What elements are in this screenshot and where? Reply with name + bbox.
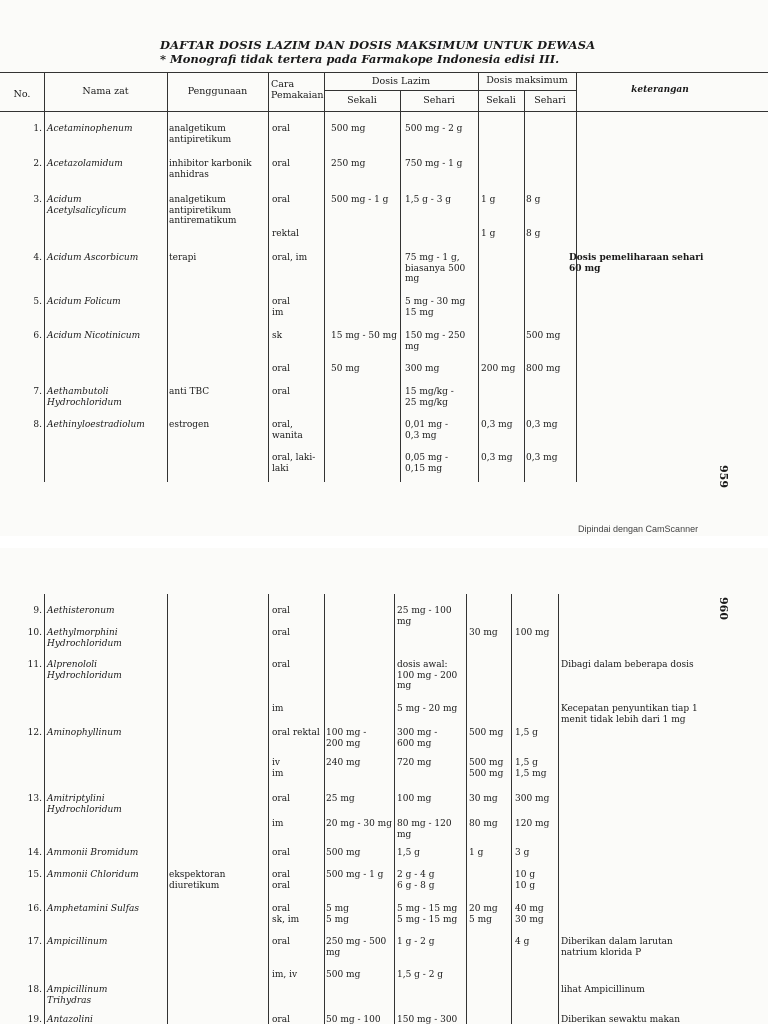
cell-cara: im, iv xyxy=(272,970,298,980)
cell-sehari: 1,5 g - 3 g xyxy=(405,195,452,205)
cell-max-sehari: 0,3 mg xyxy=(526,453,558,463)
cell-sehari: 2 g - 4 g 6 g - 8 g xyxy=(397,870,435,891)
cell-cara: oral, laki- laki xyxy=(272,453,316,474)
col-divider xyxy=(558,594,559,1024)
cell-max-sekali: 30 mg xyxy=(469,794,498,804)
cell-max-sehari: 8 g xyxy=(526,195,541,205)
cell-cara: im xyxy=(272,819,284,829)
cell-max-sehari: 4 g xyxy=(515,937,530,947)
cell-max-sehari: 40 mg 30 mg xyxy=(515,904,544,925)
col-divider xyxy=(324,72,325,482)
cell-no: 17. xyxy=(27,937,42,947)
cell-sekali: 250 mg xyxy=(331,159,366,169)
cell-no: 1. xyxy=(33,124,42,134)
table-top-rule xyxy=(0,72,768,73)
cell-nama: Amitriptylini Hydrochloridum xyxy=(47,794,122,815)
cell-cara: oral xyxy=(272,195,290,205)
cell-no: 7. xyxy=(33,387,42,397)
col-divider xyxy=(44,72,45,482)
cell-sekali: 500 mg xyxy=(326,970,361,980)
cell-no: 4. xyxy=(33,253,42,263)
cell-sehari: 300 mg - 600 mg xyxy=(397,728,438,749)
cell-guna: analgetikum antipiretikum antirematikum xyxy=(169,195,237,226)
cell-sehari: 150 mg - 250 mg xyxy=(405,331,466,352)
cell-ket: Diberikan dalam larutan natrium klorida P xyxy=(561,937,673,958)
cell-sehari: 1,5 g - 2 g xyxy=(397,970,444,980)
header-keterangan: keterangan xyxy=(631,85,689,95)
cell-no: 12. xyxy=(27,728,42,738)
cell-max-sehari: 3 g xyxy=(515,848,530,858)
cell-ket: Dosis pemeliharaan sehari 60 mg xyxy=(569,253,704,274)
cell-cara: oral xyxy=(272,794,290,804)
header-nama-zat: Nama zat xyxy=(82,86,129,97)
cell-no: 19. xyxy=(27,1015,42,1024)
cell-guna: terapi xyxy=(169,253,197,263)
cell-cara: oral xyxy=(272,1015,290,1024)
cell-cara: oral, im xyxy=(272,253,308,263)
cell-sekali: 20 mg - 30 mg xyxy=(326,819,392,829)
col-divider xyxy=(478,72,479,482)
col-divider xyxy=(400,90,401,482)
cell-cara: oral sk, im xyxy=(272,904,300,925)
cell-sehari: 750 mg - 1 g xyxy=(405,159,463,169)
cell-sehari: 100 mg xyxy=(397,794,432,804)
col-divider xyxy=(511,594,512,1024)
cell-nama: Acetazolamidum xyxy=(47,159,123,169)
cell-sehari: 150 mg - 300 xyxy=(397,1015,458,1024)
cell-max-sehari: 800 mg xyxy=(526,364,561,374)
cell-cara: oral xyxy=(272,606,290,616)
header-sekali: Sekali xyxy=(347,95,377,106)
header-no: No. xyxy=(13,89,31,100)
cell-cara: im xyxy=(272,704,284,714)
cell-sekali: 100 mg - 200 mg xyxy=(326,728,367,749)
cell-no: 13. xyxy=(27,794,42,804)
cell-cara: oral rektal xyxy=(272,728,320,738)
cell-max-sekali: 200 mg xyxy=(481,364,516,374)
col-divider xyxy=(394,594,395,1024)
cell-sehari: 0,01 mg - 0,3 mg xyxy=(405,420,449,441)
cell-nama: Aminophyllinum xyxy=(47,728,122,738)
cell-cara: rektal xyxy=(272,229,299,239)
cell-ket: Kecepatan penyuntikan tiap 1 menit tidak lebih dari 1 mg xyxy=(561,704,698,725)
cell-no: 6. xyxy=(33,331,42,341)
cell-guna: estrogen xyxy=(169,420,210,430)
cell-cara: oral xyxy=(272,124,290,134)
cell-nama: Ampicillinum Trihydras xyxy=(47,985,108,1006)
header-sehari-max: Sehari xyxy=(534,95,566,106)
cell-sekali: 250 mg - 500 mg xyxy=(326,937,387,958)
cell-nama: Acetaminophenum xyxy=(47,124,133,134)
cell-sehari: dosis awal: 100 mg - 200 mg xyxy=(397,660,458,691)
cell-no: 9. xyxy=(33,606,42,616)
header-penggunaan: Penggunaan xyxy=(187,86,248,97)
cell-nama: Amphetamini Sulfas xyxy=(47,904,140,914)
cell-no: 15. xyxy=(27,870,42,880)
cell-max-sekali: 80 mg xyxy=(469,819,498,829)
cell-max-sekali: 1 g xyxy=(469,848,484,858)
cell-max-sehari: 1,5 g xyxy=(515,728,538,738)
col-divider xyxy=(524,90,525,482)
header-sehari: Sehari xyxy=(423,95,455,106)
cell-cara: oral xyxy=(272,660,290,670)
col-divider xyxy=(167,72,168,482)
header-subrule xyxy=(324,90,576,91)
cell-max-sekali: 30 mg xyxy=(469,628,498,638)
cell-max-sekali: 500 mg 500 mg xyxy=(469,758,504,779)
cell-cara: oral oral xyxy=(272,870,290,891)
cell-max-sekali: 0,3 mg xyxy=(481,420,513,430)
cell-sehari: 1 g - 2 g xyxy=(397,937,435,947)
col-divider xyxy=(44,594,45,1024)
cell-sehari: 5 mg - 15 mg 5 mg - 15 mg xyxy=(397,904,458,925)
cell-sehari: 5 mg - 20 mg xyxy=(397,704,458,714)
cell-sehari: 0,05 mg - 0,15 mg xyxy=(405,453,449,474)
cell-nama: Aethylmorphini Hydrochloridum xyxy=(47,628,122,649)
cell-cara: oral xyxy=(272,364,290,374)
col-divider xyxy=(324,594,325,1024)
cell-sehari: 1,5 g xyxy=(397,848,420,858)
cell-max-sekali: 20 mg 5 mg xyxy=(469,904,498,925)
header-dosis-maksimum: Dosis maksimum xyxy=(486,75,568,86)
cell-sekali: 500 mg - 1 g xyxy=(326,870,384,880)
cell-guna: analgetikum antipiretikum xyxy=(169,124,232,145)
cell-max-sekali: 1 g xyxy=(481,229,496,239)
cell-cara: oral xyxy=(272,628,290,638)
cell-cara: oral im xyxy=(272,297,290,318)
cell-no: 5. xyxy=(33,297,42,307)
cell-guna: inhibitor karbonik anhidras xyxy=(169,159,252,180)
cell-sekali: 15 mg - 50 mg xyxy=(331,331,397,341)
cell-nama: Acidum Acetylsalicylicum xyxy=(47,195,127,216)
cell-guna: ekspektoran diuretikum xyxy=(169,870,226,891)
page-gap xyxy=(0,536,768,548)
cell-nama: Antazolini xyxy=(47,1015,93,1024)
col-divider xyxy=(167,594,168,1024)
cell-sekali: 500 mg xyxy=(326,848,361,858)
cell-max-sehari: 500 mg xyxy=(526,331,561,341)
cell-ket: Diberikan sewaktu makan xyxy=(561,1015,681,1024)
cell-sehari: 15 mg/kg - 25 mg/kg xyxy=(405,387,454,408)
cell-sehari: 25 mg - 100 mg xyxy=(397,606,452,627)
page-number: 960 xyxy=(716,597,730,620)
cell-sehari: 500 mg - 2 g xyxy=(405,124,463,134)
cell-nama: Aethinyloestradiolum xyxy=(47,420,145,430)
cell-sekali: 50 mg - 100 xyxy=(326,1015,381,1024)
cell-max-sekali: 1 g xyxy=(481,195,496,205)
cell-nama: Ammonii Chloridum xyxy=(47,870,139,880)
cell-max-sehari: 8 g xyxy=(526,229,541,239)
cell-sekali: 25 mg xyxy=(326,794,355,804)
cell-cara: oral, wanita xyxy=(272,420,303,441)
cell-sehari: 720 mg xyxy=(397,758,432,768)
col-divider xyxy=(466,594,467,1024)
scanner-watermark: Dipindai dengan CamScanner xyxy=(578,524,699,534)
cell-max-sehari: 120 mg xyxy=(515,819,550,829)
cell-nama: Aethambutoli Hydrochloridum xyxy=(47,387,122,408)
header-bottom-rule xyxy=(0,111,768,112)
cell-sehari: 80 mg - 120 mg xyxy=(397,819,452,840)
cell-max-sehari: 0,3 mg xyxy=(526,420,558,430)
col-divider xyxy=(268,72,269,482)
cell-no: 18. xyxy=(27,985,42,995)
cell-max-sehari: 1,5 g 1,5 mg xyxy=(515,758,547,779)
cell-guna: anti TBC xyxy=(169,387,210,397)
cell-sekali: 500 mg xyxy=(331,124,366,134)
cell-no: 10. xyxy=(27,628,42,638)
document-title: DAFTAR DOSIS LAZIM DAN DOSIS MAKSIMUM UNTUK DEWASA xyxy=(160,38,596,52)
cell-cara: iv im xyxy=(272,758,284,779)
cell-cara: oral xyxy=(272,848,290,858)
document-subtitle: * Monografi tidak tertera pada Farmakope Indonesia edisi III. xyxy=(160,52,560,66)
cell-nama: Ammonii Bromidum xyxy=(47,848,139,858)
cell-nama: Acidum Ascorbicum xyxy=(47,253,139,263)
cell-no: 8. xyxy=(33,420,42,430)
cell-sehari: 300 mg xyxy=(405,364,440,374)
cell-no: 3. xyxy=(33,195,42,205)
cell-cara: oral xyxy=(272,159,290,169)
cell-sekali: 240 mg xyxy=(326,758,361,768)
cell-max-sehari: 100 mg xyxy=(515,628,550,638)
cell-cara: oral xyxy=(272,387,290,397)
cell-no: 2. xyxy=(33,159,42,169)
cell-cara: oral xyxy=(272,937,290,947)
cell-nama: Acidum Nicotinicum xyxy=(47,331,141,341)
header-dosis-lazim: Dosis Lazim xyxy=(371,76,431,87)
cell-sekali: 500 mg - 1 g xyxy=(331,195,389,205)
cell-sekali: 50 mg xyxy=(331,364,360,374)
page-number: 959 xyxy=(716,465,730,488)
header-sekali-max: Sekali xyxy=(486,95,516,106)
cell-sekali: 5 mg 5 mg xyxy=(326,904,349,925)
col-divider xyxy=(576,72,577,482)
cell-nama: Aethisteronum xyxy=(47,606,115,616)
cell-sehari: 5 mg - 30 mg 15 mg xyxy=(405,297,466,318)
cell-max-sekali: 500 mg xyxy=(469,728,504,738)
cell-cara: sk xyxy=(272,331,283,341)
cell-no: 11. xyxy=(27,660,42,670)
cell-ket: lihat Ampicillinum xyxy=(561,985,645,995)
cell-nama: Alprenololi Hydrochloridum xyxy=(47,660,122,681)
cell-max-sehari: 10 g 10 g xyxy=(515,870,536,891)
scanned-page-960 xyxy=(0,548,768,1024)
col-divider xyxy=(268,594,269,1024)
cell-max-sehari: 300 mg xyxy=(515,794,550,804)
header-cara: Cara Pemakaian xyxy=(271,79,324,101)
cell-ket: Dibagi dalam beberapa dosis xyxy=(561,660,694,670)
cell-no: 16. xyxy=(27,904,42,914)
cell-no: 14. xyxy=(27,848,42,858)
cell-nama: Ampicillinum xyxy=(47,937,108,947)
cell-max-sekali: 0,3 mg xyxy=(481,453,513,463)
cell-nama: Acidum Folicum xyxy=(47,297,121,307)
cell-sehari: 75 mg - 1 g, biasanya 500 mg xyxy=(405,253,466,284)
